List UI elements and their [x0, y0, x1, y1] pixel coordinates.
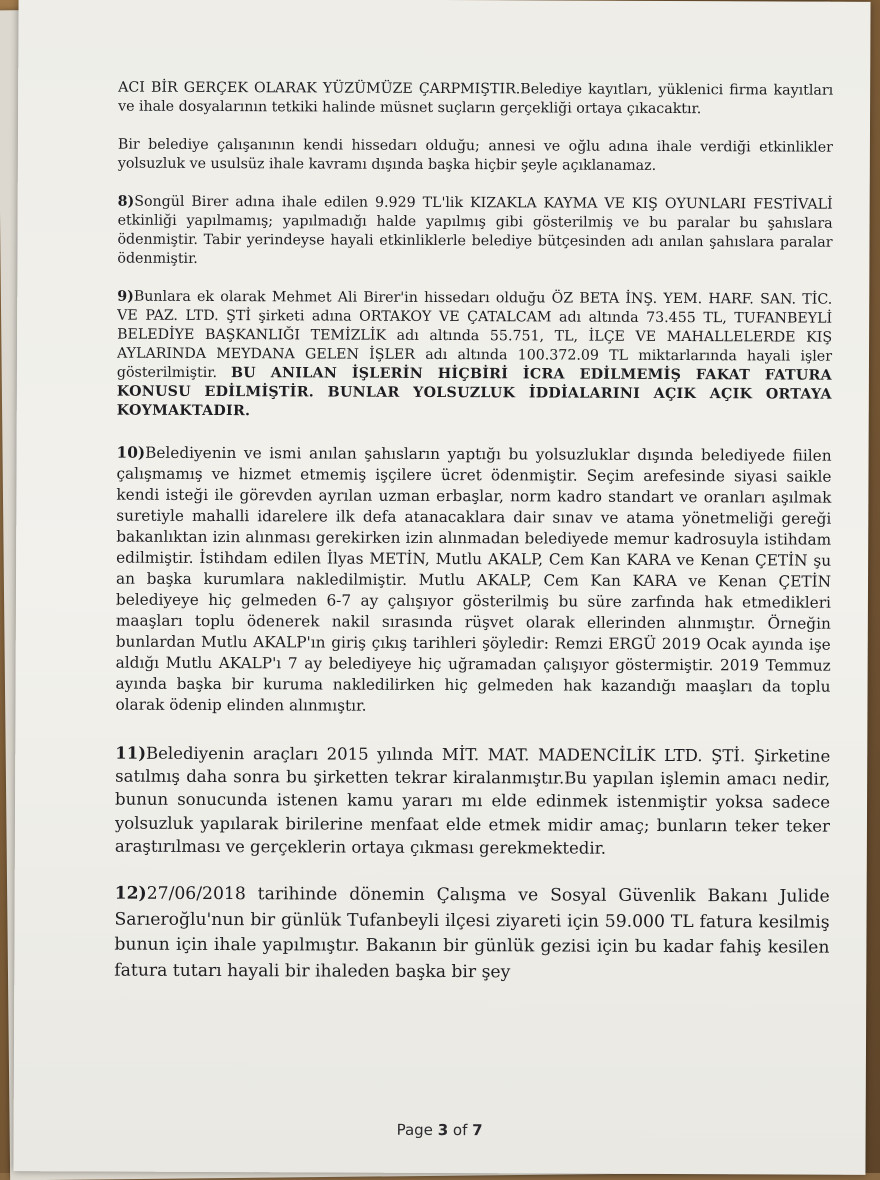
- paragraph-9-bold-text: BU ANILAN İŞLERİN HİÇBİRİ İCRA EDİLMEMİŞ FAKAT FATURA KONUSU EDİLMİŞTİR. BUNLAR YOLSUZLUK İDDİALARINI AÇIK AÇIK ORTAYA KOYMAKTADIR.: [116, 365, 832, 420]
- paragraph-11-text: Belediyenin araçları 2015 yılında MİT. MAT. MADENCİLİK LTD. ŞTİ. Şirketine satılmış daha sonra bu şirketten tekrar kiralanmıştır.Bu yapılan işlemin amacı nedir, bunun sonucunda istenen kamu yararı mı elde edinmek istenmiştir yoksa sadece yolsuzluk yapılarak birilerine menfaat elde etmek midir amaç; bunların teker teker araştırılması ve gerçeklerin ortaya çıkması gerekmektedir.: [114, 743, 831, 858]
- paragraph-9-text: Bunlara ek olarak Mehmet Ali Birer'in hissedarı olduğu ÖZ BETA İNŞ. YEM. HARF. SAN. TİC. VE PAZ. LTD. ŞTİ şirketi adına ORTAKOY VE ÇATALCAM adı altında 73.455 TL, TUFANBEYLİ BELEDİYE BAŞKANLIĞI TEMİZLİK adı altında 55.751, TL, İLÇE VE MAHALLELERDE KIŞ AYLARINDA MEYDANA GELEN İŞLER adı altında 100.372.09 TL miktarlarında hayali işler gösterilmiştir.: [116, 288, 833, 382]
- paragraph-12: [114, 882, 829, 987]
- page-footer: [14, 1119, 866, 1141]
- document-page: [13, 0, 870, 1175]
- paragraph-11-number: 11): [115, 743, 147, 763]
- paragraph-9: [117, 288, 833, 424]
- paragraph-10: [115, 443, 831, 719]
- paragraph-9-number: 9): [117, 288, 134, 305]
- paragraph-12-text: 27/06/2018 tarihinde dönemin Çalışma ve Sosyal Güvenlik Bakanı Julide Sarıeroğlu'nun bir günlük Tufanbeyli ilçesi ziyareti için 59.000 TL fatura kesilmiş bunun için ihale yapılmıştır. Bakanın bir günlük gezisi için bu kadar fahiş kesilen fatura tutarı hayali bir ihaleden başka bir şey: [114, 883, 830, 982]
- paragraph-12-number: 12): [114, 883, 147, 904]
- footer-current-page: 3: [437, 1120, 449, 1140]
- page-body: [114, 79, 833, 987]
- paragraph-10-number: 10): [116, 443, 146, 462]
- paragraph-8-text: Songül Birer adına ihale edilen 9.929 TL'lik KIZAKLA KAYMA VE KIŞ OYUNLARI FESTİVALİ etkinliği yapılmamış; yapılmadığı halde yapılmış gibi gösterilmiş ve bu paralar bu şahıslara ödenmiştir. Tabir yerindeyse hayali etkinliklerle belediye bütçesinden adı anılan şahıslara paralar ödenmiştir.: [117, 193, 833, 267]
- paragraph-employee-text: Bir belediye çalışanının kendi hissedarı olduğu; annesi ve oğlu adına ihale verdiği etkinlikler yolsuzluk ve usulsüz ihale kavramı dışında başka hiçbir şeyle açıklanamaz.: [117, 136, 833, 174]
- footer-page-word: Page: [396, 1120, 433, 1139]
- paragraph-11: [115, 742, 830, 861]
- paragraph-10-text: Belediyenin ve ismi anılan şahısların yaptığı bu yolsuzluklar dışında belediyede fiilen çalışmamış ve hizmet etmemiş işçilere ücret ödenmiştir. Seçim arefesinde siyasi saikle kendi isteği ile görevden ayrılan uzman erbaşlar, norm kadro standart ve oranları aşılmak suretiyle mahalli idarelere ilk defa atanacaklara dair sınav ve atama yönetmeliği gereği bakanlıktan izin alınması gerekirken izin alınmadan belediyede memur kadrosuyla istihdam edilmiştir. İstihdam edilen İlyas METİN, Mutlu AKALP, Cem Kan KARA ve Kenan ÇETİN şu an başka kurumlara nakledilmiştir. Mutlu AKALP, Cem Kan KARA ve Kenan ÇETİN belediyeye hiç gelmeden 6-7 ay çalışıyor gösterilmiş bu süre zarfında hak etmedikleri maaşları toplu ödenerek nakil sırasında rüşvet olarak ellerinden alınmıştır. Örneğin bunlardan Mutlu AKALP'ın giriş çıkış tarihleri şöyledir: Remzi ERGÜ 2019 Ocak ayında işe aldığı Mutlu AKALP'ı 7 ay belediyeye hiç uğramadan çalışıyor göstermiştir. 2019 Temmuz ayında başka bir kuruma nakledilirken hiç gelmeden hak kazandığı maaşları da toplu olarak ödenip elinden alınmıştır.: [115, 443, 832, 715]
- paragraph-intro-text: ACI BİR GERÇEK OLARAK YÜZÜMÜZE ÇARPMIŞTIR.Belediye kayıtları, yüklenici firma kayıtları ve ihale dosyalarının tetkiki halinde müsnet suçların gerçekliği ortaya çıkacaktır.: [118, 79, 834, 118]
- paragraph-8: [117, 193, 832, 272]
- paragraph-8-number: 8): [117, 193, 135, 210]
- paragraph-intro: [118, 79, 833, 120]
- footer-of-word: of: [452, 1121, 468, 1140]
- paragraph-employee: [118, 136, 833, 177]
- footer-total-pages: 7: [472, 1121, 483, 1140]
